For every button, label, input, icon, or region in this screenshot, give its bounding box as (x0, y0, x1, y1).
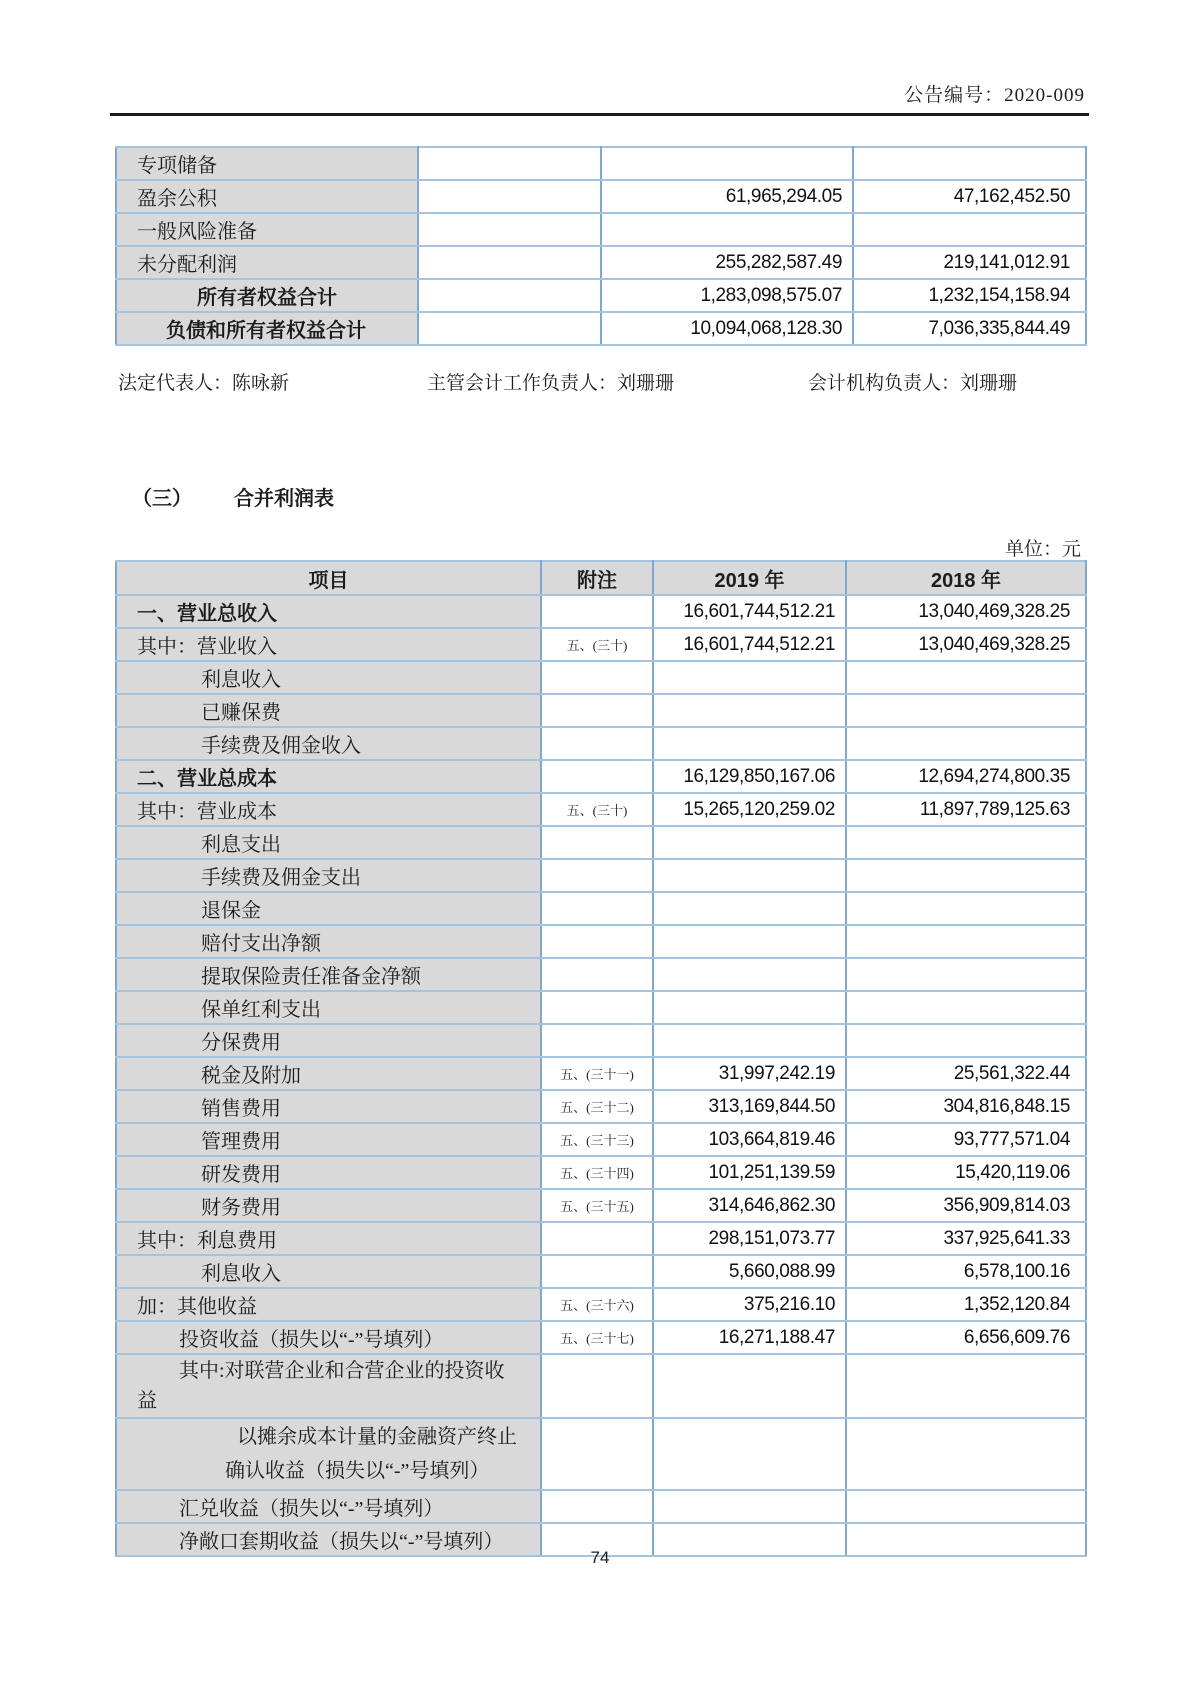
row-value-2019: 103,664,819.46 (653, 1123, 846, 1156)
row-value-2019 (653, 1490, 846, 1523)
row-note (541, 859, 653, 892)
row-note (541, 1255, 653, 1288)
column-header-2018: 2018 年 (846, 561, 1086, 595)
row-note (541, 727, 653, 760)
row-value-2018: 337,925,641.33 (846, 1222, 1086, 1255)
row-value-2018 (846, 991, 1086, 1024)
table-row (116, 1288, 1086, 1321)
table-row (116, 727, 1086, 760)
income-table (115, 560, 1087, 1557)
row-note (418, 213, 601, 246)
table-row (116, 793, 1086, 826)
row-value-2019: 16,129,850,167.06 (653, 760, 846, 793)
row-value-2019: 375,216.10 (653, 1288, 846, 1321)
row-label: 手续费及佣金支出 (116, 859, 541, 892)
section-title (132, 482, 334, 511)
signature-line (115, 368, 1085, 392)
table-row (116, 1321, 1086, 1354)
row-value-2018: 15,420,119.06 (846, 1156, 1086, 1189)
row-note (418, 279, 601, 312)
row-label: 专项储备 (116, 147, 418, 180)
row-value-2018: 47,162,452.50 (853, 180, 1086, 213)
table-row (116, 312, 1086, 345)
row-label: 所有者权益合计 (116, 279, 418, 312)
row-label: 其中：营业成本 (116, 793, 541, 826)
row-label: 利息收入 (116, 661, 541, 694)
table-row (116, 1057, 1086, 1090)
row-label: 提取保险责任准备金净额 (116, 958, 541, 991)
row-value-2019: 1,283,098,575.07 (601, 279, 853, 312)
row-label: 一、营业总收入 (116, 595, 541, 628)
row-value-2019 (653, 1024, 846, 1057)
row-label: 投资收益（损失以“-”号填列） (116, 1321, 541, 1354)
table-row (116, 213, 1086, 246)
row-note: 五、(三十五) (541, 1189, 653, 1222)
row-note: 五、(三十) (541, 628, 653, 661)
row-note (541, 595, 653, 628)
table-row (116, 595, 1086, 628)
table-row (116, 1024, 1086, 1057)
row-value-2018 (846, 859, 1086, 892)
row-label: 以摊余成本计量的金融资产终止 确认收益（损失以“-”号填列） (116, 1418, 541, 1490)
table-row (116, 1156, 1086, 1189)
row-value-2018 (846, 1354, 1086, 1418)
table-row (116, 1354, 1086, 1418)
row-value-2018 (846, 694, 1086, 727)
row-value-2019: 16,601,744,512.21 (653, 628, 846, 661)
table-row (116, 180, 1086, 213)
table-row (116, 760, 1086, 793)
row-value-2018: 13,040,469,328.25 (846, 628, 1086, 661)
row-note (418, 312, 601, 345)
row-value-2018 (846, 1418, 1086, 1490)
table-row (116, 826, 1086, 859)
row-label: 保单红利支出 (116, 991, 541, 1024)
row-label: 其中:对联营企业和合营企业的投资收 益 (116, 1354, 541, 1418)
row-note (541, 1024, 653, 1057)
table-row (116, 1255, 1086, 1288)
row-value-2018: 356,909,814.03 (846, 1189, 1086, 1222)
header-rule (110, 113, 1089, 116)
income-table-body (116, 595, 1086, 1556)
row-value-2018: 1,352,120.84 (846, 1288, 1086, 1321)
row-label: 分保费用 (116, 1024, 541, 1057)
equity-table-body (116, 147, 1086, 345)
table-row (116, 661, 1086, 694)
row-note (541, 958, 653, 991)
row-label: 研发费用 (116, 1156, 541, 1189)
row-value-2018: 7,036,335,844.49 (853, 312, 1086, 345)
row-note (541, 925, 653, 958)
table-row (116, 628, 1086, 661)
row-value-2019 (653, 694, 846, 727)
row-value-2019 (653, 826, 846, 859)
row-value-2019 (653, 1418, 846, 1490)
table-row (116, 147, 1086, 180)
row-value-2018: 25,561,322.44 (846, 1057, 1086, 1090)
row-label: 赔付支出净额 (116, 925, 541, 958)
row-value-2018 (846, 925, 1086, 958)
table-row (116, 1222, 1086, 1255)
row-label: 盈余公积 (116, 180, 418, 213)
row-value-2018 (846, 958, 1086, 991)
unit-label: 单位：元 (1004, 539, 1081, 560)
row-label: 一般风险准备 (116, 213, 418, 246)
table-row (116, 279, 1086, 312)
row-label: 已赚保费 (116, 694, 541, 727)
row-value-2019 (653, 859, 846, 892)
row-note (541, 1490, 653, 1523)
row-label: 其中：营业收入 (116, 628, 541, 661)
page-number: 74 (590, 1548, 610, 1567)
row-value-2019: 255,282,587.49 (601, 246, 853, 279)
table-row (116, 1418, 1086, 1490)
row-label: 净敞口套期收益（损失以“-”号填列） (116, 1523, 541, 1556)
row-value-2018 (846, 1490, 1086, 1523)
row-value-2018: 6,578,100.16 (846, 1255, 1086, 1288)
row-value-2018: 1,232,154,158.94 (853, 279, 1086, 312)
row-value-2019 (653, 991, 846, 1024)
row-label: 税金及附加 (116, 1057, 541, 1090)
row-value-2019: 298,151,073.77 (653, 1222, 846, 1255)
row-value-2018: 304,816,848.15 (846, 1090, 1086, 1123)
row-note (541, 661, 653, 694)
row-note (541, 1222, 653, 1255)
row-label: 负债和所有者权益合计 (116, 312, 418, 345)
table-row (116, 925, 1086, 958)
table-row (116, 859, 1086, 892)
row-value-2019: 314,646,862.30 (653, 1189, 846, 1222)
row-value-2019 (653, 925, 846, 958)
income-table-header-row (116, 561, 1086, 595)
row-note: 五、(三十) (541, 793, 653, 826)
row-value-2018: 219,141,012.91 (853, 246, 1086, 279)
table-row (116, 958, 1086, 991)
row-label: 利息收入 (116, 1255, 541, 1288)
row-value-2018 (846, 661, 1086, 694)
row-note (418, 246, 601, 279)
chief-accountant: 主管会计工作负责人：刘珊珊 (427, 373, 675, 394)
row-label: 财务费用 (116, 1189, 541, 1222)
column-header-item: 项目 (116, 561, 541, 595)
table-row (116, 991, 1086, 1024)
table-row (116, 1490, 1086, 1523)
section-index: （三） (132, 488, 192, 510)
row-note: 五、(三十一) (541, 1057, 653, 1090)
row-note (541, 694, 653, 727)
row-label: 退保金 (116, 892, 541, 925)
row-note (541, 760, 653, 793)
row-label: 加：其他收益 (116, 1288, 541, 1321)
column-header-note: 附注 (541, 561, 653, 595)
row-label: 其中：利息费用 (116, 1222, 541, 1255)
table-row (116, 246, 1086, 279)
row-value-2018 (846, 826, 1086, 859)
row-value-2018: 12,694,274,800.35 (846, 760, 1086, 793)
row-value-2019 (601, 213, 853, 246)
row-value-2019: 16,601,744,512.21 (653, 595, 846, 628)
row-value-2019: 31,997,242.19 (653, 1057, 846, 1090)
row-label: 销售费用 (116, 1090, 541, 1123)
row-value-2019: 313,169,844.50 (653, 1090, 846, 1123)
table-row (116, 694, 1086, 727)
row-value-2018 (853, 213, 1086, 246)
row-label: 汇兑收益（损失以“-”号填列） (116, 1490, 541, 1523)
row-value-2019 (653, 892, 846, 925)
table-row (116, 1189, 1086, 1222)
row-value-2018 (846, 892, 1086, 925)
column-header-2019: 2019 年 (653, 561, 846, 595)
row-note: 五、(三十六) (541, 1288, 653, 1321)
table-row (116, 1123, 1086, 1156)
row-value-2018 (853, 147, 1086, 180)
row-value-2019 (653, 661, 846, 694)
row-value-2019: 16,271,188.47 (653, 1321, 846, 1354)
announcement-number: 公告编号：2020-009 (904, 85, 1085, 106)
row-note (418, 180, 601, 213)
row-value-2019: 5,660,088.99 (653, 1255, 846, 1288)
row-note (541, 892, 653, 925)
section-name: 合并利润表 (234, 488, 334, 510)
row-value-2019 (653, 1354, 846, 1418)
row-value-2018: 11,897,789,125.63 (846, 793, 1086, 826)
row-value-2019: 61,965,294.05 (601, 180, 853, 213)
row-note: 五、(三十七) (541, 1321, 653, 1354)
table-row (116, 892, 1086, 925)
row-note (418, 147, 601, 180)
row-label: 管理费用 (116, 1123, 541, 1156)
row-note: 五、(三十三) (541, 1123, 653, 1156)
row-note (541, 991, 653, 1024)
row-value-2019: 101,251,139.59 (653, 1156, 846, 1189)
row-label: 未分配利润 (116, 246, 418, 279)
row-value-2019: 10,094,068,128.30 (601, 312, 853, 345)
row-note: 五、(三十二) (541, 1090, 653, 1123)
row-value-2019: 15,265,120,259.02 (653, 793, 846, 826)
row-note: 五、(三十四) (541, 1156, 653, 1189)
row-label: 二、营业总成本 (116, 760, 541, 793)
row-value-2018: 93,777,571.04 (846, 1123, 1086, 1156)
accounting-head: 会计机构负责人：刘珊珊 (808, 373, 1018, 394)
row-value-2019 (653, 958, 846, 991)
row-note (541, 1418, 653, 1490)
row-note (541, 826, 653, 859)
row-note (541, 1354, 653, 1418)
row-value-2018 (846, 727, 1086, 760)
row-value-2018: 13,040,469,328.25 (846, 595, 1086, 628)
equity-table (115, 146, 1087, 346)
row-value-2018 (846, 1024, 1086, 1057)
row-label: 手续费及佣金收入 (116, 727, 541, 760)
table-row (116, 1090, 1086, 1123)
row-value-2018: 6,656,609.76 (846, 1321, 1086, 1354)
row-value-2019 (653, 727, 846, 760)
legal-representative: 法定代表人：陈咏新 (118, 373, 290, 394)
row-label: 利息支出 (116, 826, 541, 859)
row-value-2019 (601, 147, 853, 180)
